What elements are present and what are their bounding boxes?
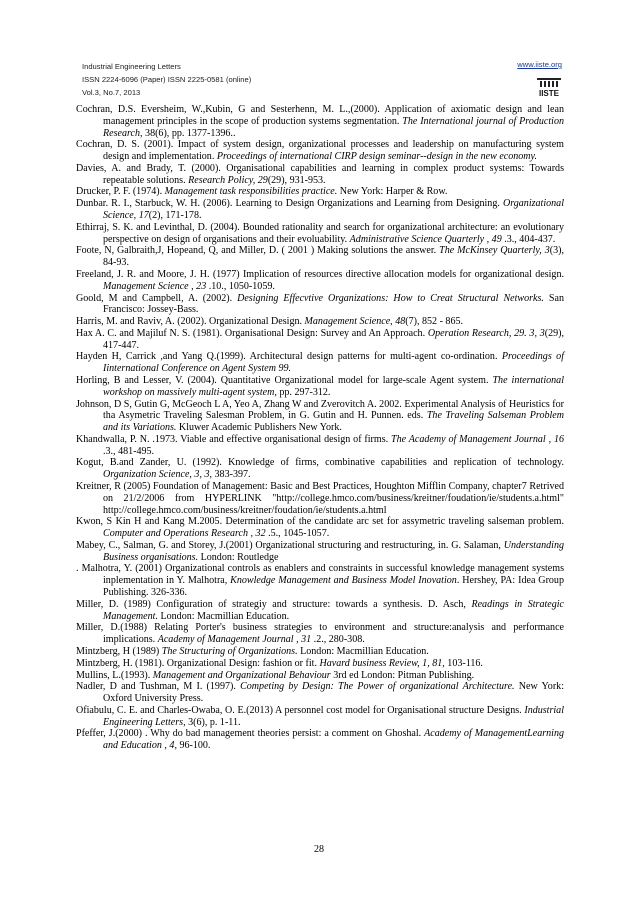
reference-text: Dunbar. R. I., Starbuck, W. H. (2006). Learning to Design Organizations and Learning from Designing. [76, 198, 503, 210]
reference-entry [76, 457, 564, 481]
reference-text: , 96-100. [174, 740, 211, 752]
reference-text: Kluwer Academic Publishers New York. [176, 422, 342, 434]
reference-list [76, 104, 564, 752]
reference-text: (7), 852 - 865. [405, 316, 464, 328]
reference-title-italic: The international workshop on massively multi-agent system [103, 374, 564, 398]
journal-url-link[interactable]: www.iiste.org [517, 60, 562, 69]
reference-title-italic: Proceedings of Iinternational Conference on Agent System 99. [103, 351, 564, 375]
reference-text: Cochran, D. S. (2001). Impact of system design, organizational processes and leadership on manufacturing system design and implementation. [76, 139, 564, 163]
reference-text: Freeland, J. R. and Moore, J. H. (1977) Implication of resources directive allocation models for organizational design. [76, 268, 564, 280]
reference-entry [76, 351, 564, 375]
reference-entry [76, 245, 564, 269]
reference-title-italic: Knowledge Management and Business Model Inovation [230, 575, 457, 587]
reference-text: Ethirraj, S. K. and Levinthal, D. (2004). Bounded rationality and search for organizational architecture: an evolutionary perspective on design of organisations and their evoluability. [76, 221, 564, 245]
reference-entry [76, 293, 564, 317]
reference-title-italic: Management Science, 48 [304, 316, 406, 328]
reference-title-italic: Research Policy, 29 [188, 174, 268, 186]
reference-title-italic: Industrial Engineering Letters, [103, 704, 564, 728]
reference-title-italic: Proceedings of international CIRP design seminar--design in the new economy. [216, 151, 537, 163]
reference-title-italic: Management and Organizational Behaviour [152, 669, 331, 681]
reference-entry [76, 163, 564, 187]
reference-entry [76, 705, 564, 729]
reference-text: (29), 417-447. [103, 327, 564, 351]
reference-text: , 383-397. [209, 469, 251, 481]
reference-text: Johnson, D S, Gutin G, McGeoch L A, Yeo A, Zhang W and Zverovitch A. 2002. Experimental Analysis of Heuristics for tha Asymetric Traveling Salesman Problem, in G. Gutin and H. Punnen. eds. [76, 398, 564, 422]
reference-text: 38(6), pp. 1377-1396.. [142, 127, 236, 139]
reference-title-italic: Understanding Business organisations. [103, 539, 564, 563]
reference-text: San Francisco: Jossey-Bass. [103, 292, 564, 316]
reference-text: .3., 481-495. [103, 445, 155, 457]
reference-entry [76, 186, 564, 198]
page-number: 28 [314, 844, 324, 855]
reference-title-italic: The Structuring of Organizations. [161, 645, 298, 657]
reference-title-italic: The Traveling Salseman Problem and its Variations. [103, 410, 564, 434]
reference-text: Mintzberg, H (1989) [76, 645, 162, 657]
reference-title-italic: Organizational Science, 17 [103, 198, 564, 222]
reference-entry [76, 139, 564, 163]
journal-name: Industrial Engineering Letters [82, 62, 181, 71]
reference-text: Mabey, C., Salman, G. and Storey, J.(2001) Organizational structuring and restructuring, in. G. Salaman, [76, 539, 504, 551]
reference-text: , pp. 297-312. [274, 386, 331, 398]
reference-text: London: Routledge [198, 551, 279, 563]
reference-text: .5., 1045-1057. [265, 528, 330, 540]
reference-text: .2., 280-308. [311, 634, 365, 646]
reference-text: Drucker, P. F. (1974). [76, 186, 165, 198]
reference-entry [76, 670, 564, 682]
reference-text: (3), 84-93. [103, 245, 564, 269]
reference-text: (2), 171-178. [148, 210, 202, 222]
reference-text: New York: Oxford University Press. [103, 681, 564, 705]
issn-line: ISSN 2224-6096 (Paper) ISSN 2225-0581 (online) [82, 75, 252, 84]
reference-entry [76, 622, 564, 646]
reference-text: Mintzberg, H. (1981). Organizational Design: fashion or fit. [76, 657, 320, 669]
reference-text: . Hershey, PA: Idea Group Publishing. 326-336. [103, 575, 564, 599]
reference-title-italic: Administrative Science Quarterly , 49 [349, 233, 502, 245]
reference-title-italic: Management task responsibilities practice. [164, 186, 338, 198]
reference-entry [76, 646, 564, 658]
reference-entry [76, 399, 564, 434]
reference-text: . Malhotra, Y. (2001) Organizational controls as enablers and constraints in successful knowledge management systems inplementation in Y. Malhotra, [76, 563, 564, 587]
reference-entry [76, 198, 564, 222]
reference-entry [76, 728, 564, 752]
reference-text: Harris, M. and Raviv, A. (2002). Organizational Design. [76, 316, 305, 328]
iiste-logo [536, 74, 562, 100]
reference-text: Nadler, D and Tushman, M I. (1997). [76, 681, 241, 693]
page-header [82, 60, 562, 105]
reference-text: Davies, A. and Brady, T. (2000). Organisational capabilities and learning in complex product systems: Towards repeatable solutions. [76, 162, 564, 186]
reference-text: 3rd ed London: Pitman Publishing. [330, 669, 475, 681]
reference-title-italic: The Academy of Management Journal , 16 [391, 433, 565, 445]
reference-text: .3., 404-437. [501, 233, 556, 245]
reference-title-italic: Havard business Review, 1, 81 [319, 657, 443, 669]
reference-entry [76, 658, 564, 670]
reference-text: .10., 1050-1059. [206, 280, 275, 292]
reference-text: , 103-116. [442, 657, 483, 669]
reference-title-italic: Management Science , 23 [103, 280, 207, 292]
reference-entry [76, 104, 564, 139]
reference-text: London: Macmillian Education. [157, 610, 290, 622]
reference-title-italic: Academy of ManagementLearning and Education , 4 [103, 728, 564, 752]
reference-text: Miller, D.(1988) Relating Porter's business strategies to environment and structure:analysis and performance implications. [76, 622, 564, 646]
reference-entry [76, 481, 564, 516]
reference-entry [76, 222, 564, 246]
reference-text: Horling, B and Lesser, V. (2004). Quantitative Organizational model for large-scale Agent system. [76, 374, 493, 386]
reference-title-italic: Organization Science, 3, 3 [103, 469, 210, 481]
reference-entry [76, 434, 564, 458]
reference-entry [76, 540, 564, 564]
reference-title-italic: The International journal of Production Research, [103, 115, 564, 139]
reference-entry [76, 599, 564, 623]
reference-text: Goold, M and Campbell, A. (2002). [76, 292, 238, 304]
reference-text: Kreitner, R (2005) Foundation of Management: Basic and Best Practices, Houghton Mifflin Company, chapter7 Retrived on 21/2/2006 from HYPERLINK "http://college.hmco.com/business/kreitner/foudation/ie/students.a.html" http://college.hmco.com/business/kreitner/foudation/ie/students.a.html [76, 481, 564, 516]
volume-line: Vol.3, No.7, 2013 [82, 88, 141, 97]
reference-text: Hax A. C. and Majiluf N. S. (1981). Organisational Design: Survey and An Approach. [76, 327, 428, 339]
reference-text: Ofiabulu, C. E. and Charles-Owaba, O. E.(2013) A personnel cost model for Organisational structure Designs. [76, 704, 525, 716]
reference-title-italic: Readings in Strategic Management. [103, 598, 564, 622]
reference-title-italic: Designing Effecvtive Organizations: How to Creat Structural Networks. [237, 292, 544, 304]
reference-text: New York: Harper & Row. [337, 186, 448, 198]
reference-title-italic: Operation Research, 29. 3, 3 [427, 327, 545, 339]
reference-entry [76, 316, 564, 328]
reference-entry [76, 681, 564, 705]
reference-entry [76, 328, 564, 352]
logo-text: IISTE [538, 89, 560, 98]
reference-entry [76, 563, 564, 598]
reference-text: Kwon, S Kin H and Kang M.2005. Determination of the candidate arc set for assymetric traveling salseman problem. [76, 516, 564, 528]
reference-title-italic: Competing by Design: The Power of organizational Architecture. [240, 681, 515, 693]
reference-text: 3(6), p. 1-11. [185, 716, 241, 728]
reference-entry [76, 269, 564, 293]
reference-entry [76, 375, 564, 399]
reference-text: Mullins, L.(1993). [76, 669, 153, 681]
reference-text: Kogut, B.and Zander, U. (1992). Knowledge of firms, combinative capabilities and replication of technology. [76, 457, 564, 469]
reference-title-italic: The McKinsey Quarterly, 3 [439, 245, 550, 257]
reference-entry [76, 516, 564, 540]
reference-title-italic: Academy of Management Journal , 31 [157, 634, 312, 646]
reference-text: Hayden H, Carrick ,and Yang Q.(1999). Architectural design patterns for multi-agent co-ordination. [76, 351, 502, 363]
reference-text: Foote, N, Galbraith,J, Hopeand, Q, and Miller, D. ( 2001 ) Making solutions the answer. [76, 245, 440, 257]
reference-text: Cochran, D.S. Eversheim, W.,Kubin, G and Sesterhenn, M. L.,(2000). Application of axiomatic design and lean management principles in the scope of production systems segmentation. [76, 104, 564, 127]
reference-text: (29), 931-953. [267, 174, 326, 186]
reference-title-italic: Computer and Operations Research , 32 [103, 528, 266, 540]
reference-text: Miller, D. (1989) Configuration of strategiy and structure: towards a synthesis. D. Asch, [76, 598, 472, 610]
reference-text: London: Macmillian Education. [297, 645, 429, 657]
reference-text: Khandwalla, P. N. .1973. Viable and effective organisational design of firms. [76, 433, 391, 445]
reference-text: Pfeffer, J.(2000) . Why do bad management theories persist: a comment on Ghoshal. [76, 728, 425, 740]
